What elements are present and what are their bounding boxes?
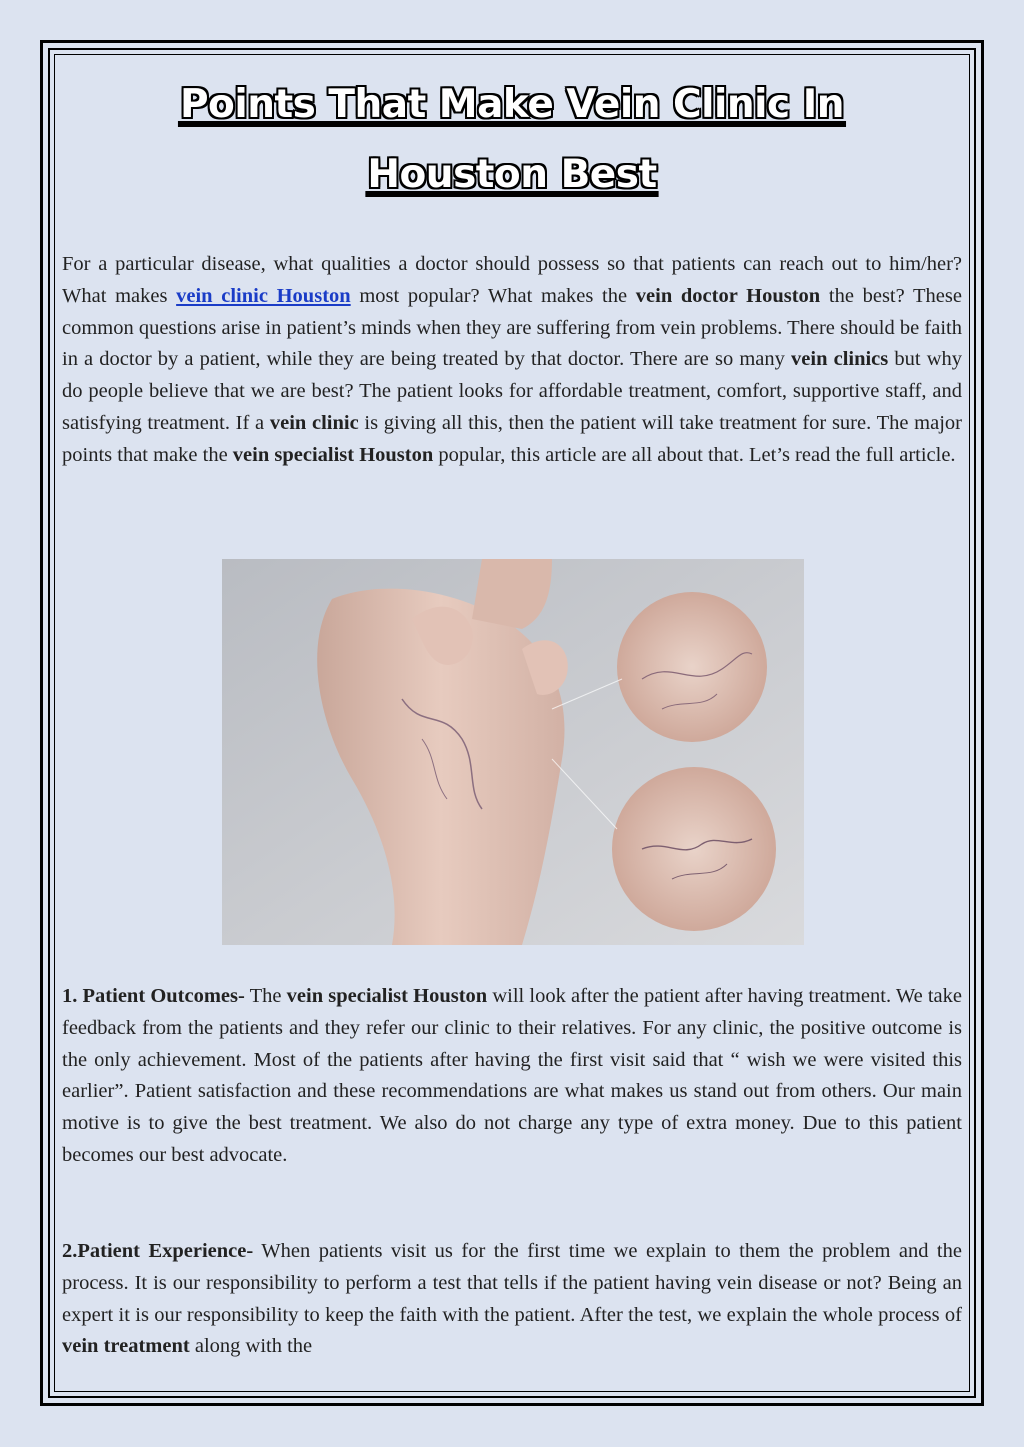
section-1-text-2: will look after the patient after having treatment. We take feedback from the patients and they refer our clinic to their relatives. For any clinic, the positive outcome is the only achievement. Most of the patients after having the first visit said that “ wish we were visited this earlier”. Patient satisfaction and these recommendations are what makes us stand out from others. Our main motive is to give the best treatment. We also do not charge any type of extra money. Due to this patient becomes our best advocate. (62, 985, 962, 1166)
intro-text-2: most popular? What makes the (350, 284, 636, 307)
intro-bold-3: vein clinic (269, 411, 359, 434)
section-2-text-2: along with the (189, 1335, 313, 1358)
intro-text-3: the best? These common questions arise in patient’s minds when they are suffering from vein problems. There should be faith in a doctor by a patient, while they are being treated by that doctor. There are so many (62, 284, 962, 371)
intro-bold-1: vein doctor Houston (635, 284, 821, 307)
section-1-text-1: The (244, 985, 287, 1007)
intro-text-5: is giving all this, then the patient will take treatment for sure. The major points that make the (62, 411, 962, 466)
section-patient-outcomes (62, 981, 962, 1172)
page-title (62, 70, 962, 210)
vein-leg-photo (222, 559, 804, 945)
vein-leg-illustration (222, 559, 804, 945)
intro-paragraph (62, 249, 962, 472)
title-line-2: Houston Best (367, 152, 657, 197)
intro-bold-4: vein specialist Houston (232, 443, 434, 466)
section-1-heading: 1. Patient Outcomes- (62, 985, 245, 1007)
vein-clinic-houston-link[interactable]: vein clinic Houston (176, 284, 351, 307)
intro-text-6: popular, this article are all about that. Let’s read the full article. (433, 443, 956, 466)
title-line-1: Points That Make Vein Clinic In (179, 82, 845, 127)
section-patient-experience (62, 1236, 962, 1363)
section-2-heading: 2.Patient Experience- (62, 1240, 254, 1262)
section-1-bold-1: vein specialist Houston (286, 985, 488, 1007)
document-content (62, 70, 962, 1358)
intro-text-1: For a particular disease, what qualities a doctor should possess so that patients can reach out to him/her? What makes (62, 253, 962, 307)
intro-bold-2: vein clinics (791, 348, 889, 371)
section-2-bold-1: vein treatment (62, 1335, 190, 1358)
section-2-text-1: When patients visit us for the first time we explain to them the problem and the process. It is our responsibility to perform a test that tells if the patient having vein disease or not? Being an expert it is our responsibility to keep the faith with the patient. After the test, we explain the whole process of (62, 1240, 962, 1326)
intro-text-4: but why do people believe that we are best? The patient looks for affordable treatment, comfort, supportive staff, and satisfying treatment. If a (62, 348, 962, 434)
